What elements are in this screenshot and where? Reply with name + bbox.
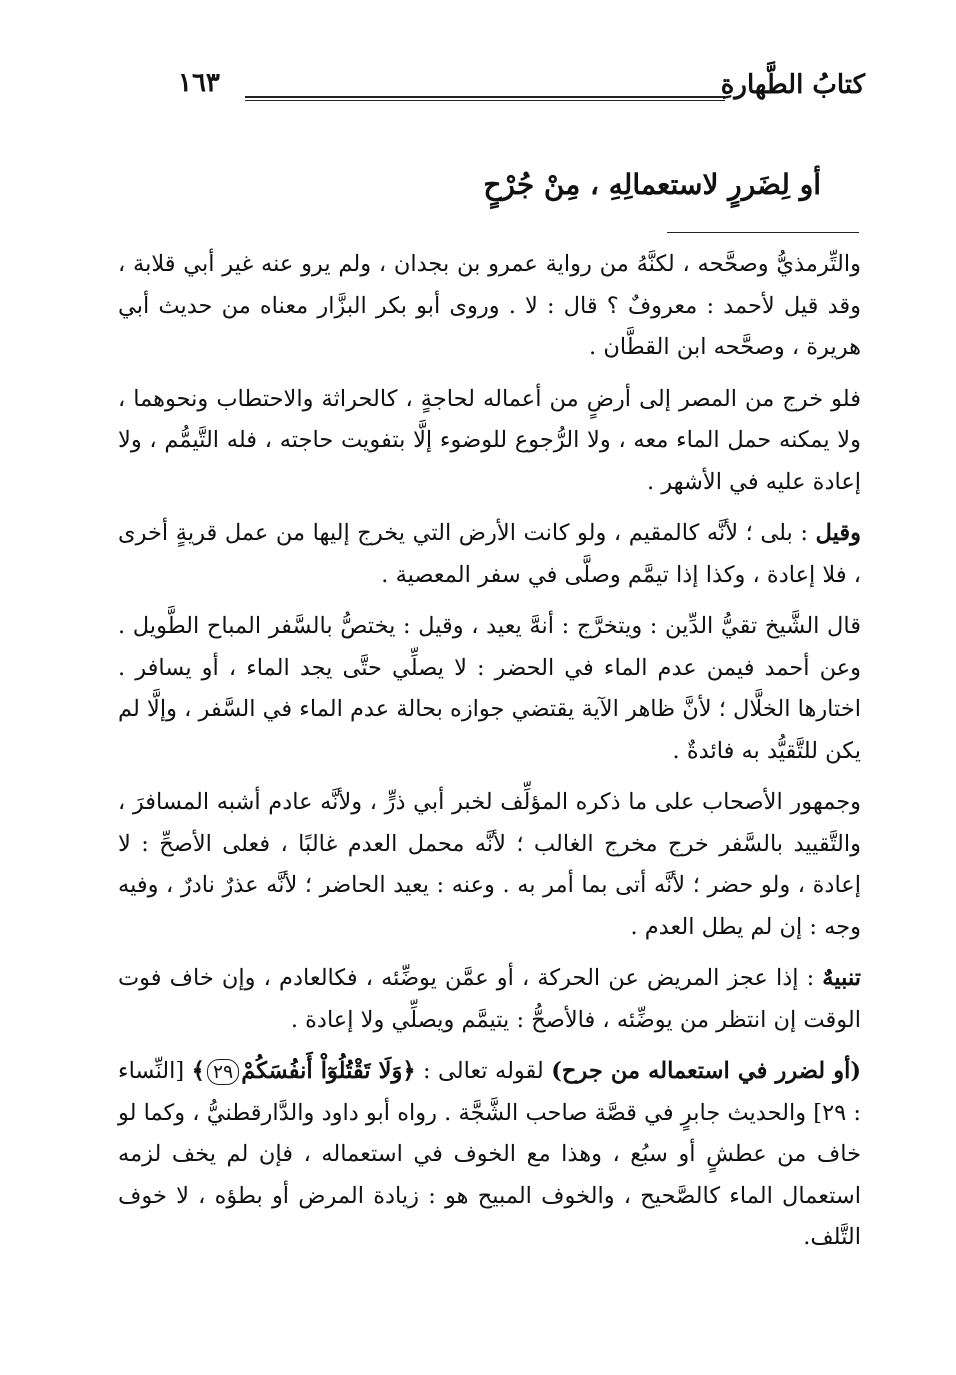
paragraph-text: فلو خرج من المصر إلى أرضٍ من أعماله لحاجةٍ ، كالحراثة والاحتطاب ونحوهما ، ولا يمكنه حمل الماء معه ، ولا الرُّجوع للوضوء إلَّا بتفويت حاجته ، فله التَّيمُّم ، ولا إعادة عليه في الأشهر .	[118, 385, 861, 495]
commentary-body	[118, 244, 861, 1259]
book-title: كتابُ الطَّهارةِ	[720, 70, 865, 100]
paragraph-text: لقوله تعالى :	[415, 1058, 552, 1084]
paragraph-text: والتِّرمذيُّ وصحَّحه ، لكنَّهُ من رواية عمرو بن بجدان ، ولم يرو عنه غير أبي قلابة ، وقد قيل لأحمد : معروفٌ ؟ قال : لا . وروى أبو بكر البزَّار معناه من حديث أبي هريرة ، وصحَّحه ابن القطَّان .	[118, 251, 861, 360]
quran-verse-close: ﴾	[191, 1058, 205, 1084]
header-rule	[245, 96, 725, 101]
paragraph	[118, 606, 861, 772]
matn-quote: (أو لضرر في استعماله من جرح)	[551, 1058, 862, 1084]
paragraph	[118, 379, 861, 504]
matn-separator-rule	[667, 232, 859, 233]
page-number: ١٦٣	[178, 68, 220, 98]
ayah-number-marker: ٢٩	[207, 1059, 239, 1085]
paragraph-text: : إذا عجز المريض عن الحركة ، أو عمَّن يوضِّئه ، فكالعادم ، وإن خاف فوت الوقت إن انتظر من يوضِّئه ، فالأصحُّ : يتيمَّم ويصلِّي ولا إعادة .	[118, 965, 861, 1033]
paragraph-text: : بلى ؛ لأنَّه كالمقيم ، ولو كانت الأرض التي يخرج إليها من عمل قريةٍ أخرى ، فلا إعادة ، وكذا إذا تيمَّم وصلَّى في سفر المعصية .	[118, 520, 861, 588]
matn-heading: أو لِضَررٍ لاستعمالِهِ ، مِنْ جُرْحٍ	[483, 168, 821, 201]
paragraph	[118, 513, 861, 596]
paragraph-text: قال الشَّيخ تقيُّ الدِّين : ويتخرَّج : أنهَّ يعيد ، وقيل : يختصُّ بالسَّفر المباح الطَّويل . وعن أحمد فيمن عدم الماء في الحضر : لا يصلِّي حتَّى يجد الماء ، أو يسافر . اختارها الخلَّال ؛ لأنَّ ظاهر الآية يقتضي جوازه بحالة عدم الماء في السَّفر ، وإلَّا لم يكن للتَّقيُّد به فائدةٌ .	[118, 613, 861, 764]
paragraph	[118, 958, 861, 1041]
paragraph-text: وجمهور الأصحاب على ما ذكره المؤلِّف لخبر أبي ذرٍّ ، ولأنَّه عادم أشبه المسافرَ ، والتَّقييد بالسَّفر خرج مخرج الغالب ؛ لأنَّه محمل العدم غالبًا ، فعلى الأصحِّ : لا إعادة ، ولو حضر ؛ لأنَّه أتى بما أمر به . وعنه : يعيد الحاضر ؛ لأنَّه عذرٌ نادرٌ ، وفيه وجه : إن لم يطل العدم .	[118, 789, 861, 940]
paragraph	[118, 1051, 861, 1259]
paragraph-lead: وقيل	[815, 520, 861, 546]
quran-verse: ﴿وَلَا تَقْتُلُوٓاْ أَنفُسَكُمْ	[241, 1058, 416, 1084]
paragraph-lead: تنبيهٌ	[822, 965, 861, 991]
paragraph-text: [النِّساء : ٢٩] والحديث جابرٍ في قصَّة صاحب الشَّجَّة . رواه أبو داود والدَّارقطنيُّ ، وكما لو خاف من عطشٍ أو سبُع ، وهذا مع الخوف في استعماله ، فإن لم يخف لزمه استعمال الماء كالصَّحيح ، والخوف المبيح هو : زيادة المرض أو بطؤه ، لا خوف التَّلف.	[118, 1058, 861, 1250]
paragraph	[118, 782, 861, 948]
paragraph	[118, 244, 861, 369]
page-header	[120, 68, 865, 108]
